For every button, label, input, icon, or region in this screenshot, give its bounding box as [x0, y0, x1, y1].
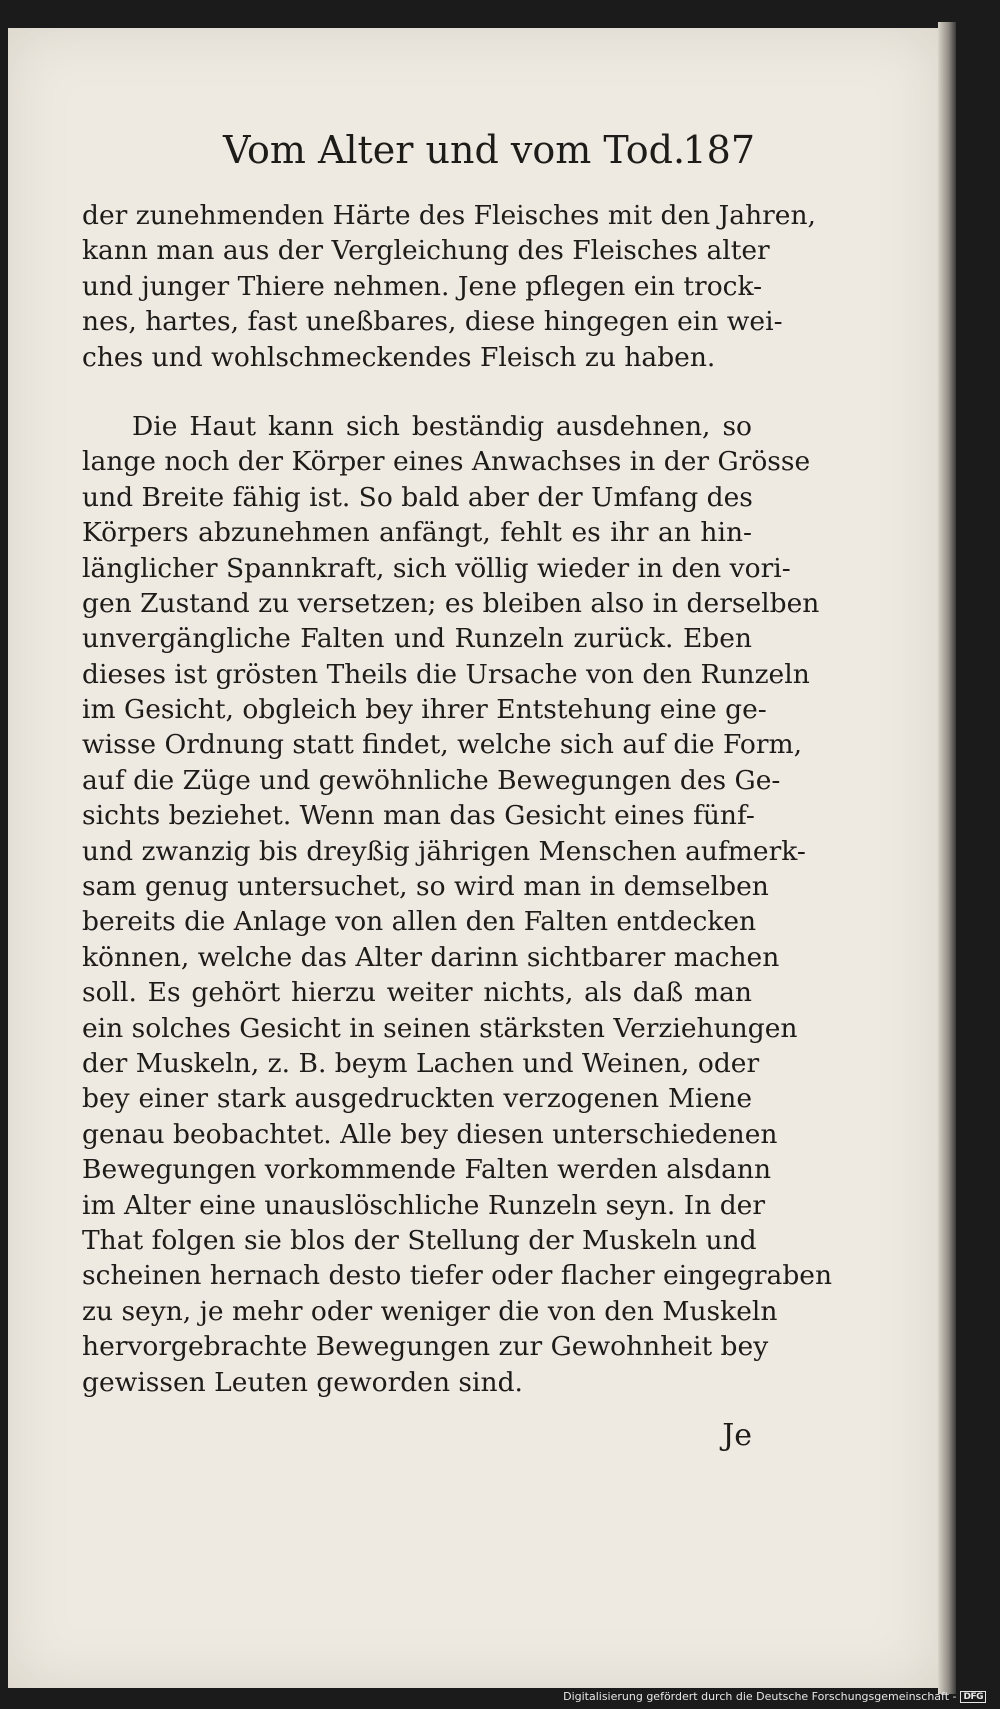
text-line: gewissen Leuten geworden sind. — [82, 1366, 523, 1398]
text-line: soll. Es gehört hierzu weiter nichts, als daß man — [82, 977, 752, 1009]
text-line: Die Haut kann sich beständig ausdehnen, so — [132, 410, 752, 442]
text-line: und zwanzig bis dreyßig jährigen Menschen aufmerk- — [82, 835, 806, 867]
body-text — [82, 198, 833, 1400]
text-line: wisse Ordnung statt findet, welche sich auf die Form, — [82, 729, 803, 761]
text-line: bey einer stark ausgedruckten verzogenen Miene — [82, 1083, 752, 1115]
text-line: dieses ist grösten Theils die Ursache von den Runzeln — [82, 658, 810, 690]
text-line: im Gesicht, obgleich bey ihrer Entstehung eine ge- — [82, 694, 767, 726]
text-line: zu seyn, je mehr oder weniger die von den Muskeln — [82, 1295, 778, 1327]
dfg-logo: DFG — [960, 1691, 986, 1703]
paragraph-gap — [82, 375, 752, 409]
text-line: länglicher Spannkraft, sich völlig wieder in den vori- — [82, 552, 791, 584]
page-header — [215, 128, 755, 184]
text-line: lange noch der Körper eines Anwachses in der Grösse — [82, 446, 811, 478]
text-line: scheinen hernach desto tiefer oder flacher eingegraben — [82, 1260, 833, 1292]
text-line: That folgen sie blos der Stellung der Muskeln und — [82, 1224, 757, 1256]
book-spine-edge — [938, 22, 956, 1694]
text-line: der Muskeln, z. B. beym Lachen und Weinen, oder — [82, 1047, 760, 1079]
credit-text: Digitalisierung gefördert durch die Deutsche Forschungsgemeinschaft - — [563, 1690, 957, 1703]
text-line: und Breite fähig ist. So bald aber der Umfang des — [82, 481, 753, 513]
running-title: Vom Alter und vom Tod. — [223, 128, 686, 172]
text-line: Bewegungen vorkommende Falten werden alsdann — [82, 1154, 772, 1186]
text-line: sichts beziehet. Wenn man das Gesicht eines fünf- — [82, 800, 755, 832]
text-line: gen Zustand zu versetzen; es bleiben also in derselben — [82, 587, 820, 619]
text-line: sam genug untersuchet, so wird man in demselben — [82, 871, 769, 903]
text-line: hervorgebrachte Bewegungen zur Gewohnheit bey — [82, 1331, 769, 1363]
paragraph-1 — [82, 198, 816, 375]
text-line: kann man aus der Vergleichung des Fleisches alter — [82, 235, 770, 267]
catchword: Je — [722, 1418, 752, 1453]
text-line: genau beobachtet. Alle bey diesen unterschiedenen — [82, 1118, 778, 1150]
paragraph-2 — [82, 409, 833, 1400]
text-line: ches und wohlschmeckendes Fleisch zu haben. — [82, 341, 716, 373]
text-line: unvergängliche Falten und Runzeln zurück. Eben — [82, 623, 752, 655]
text-line: bereits die Anlage von allen den Falten entdecken — [82, 906, 757, 938]
text-line: und junger Thiere nehmen. Jene pflegen ein trock- — [82, 270, 763, 302]
text-line: der zunehmenden Härte des Fleisches mit den Jahren, — [82, 200, 816, 231]
text-line: können, welche das Alter darinn sichtbarer machen — [82, 941, 780, 973]
text-line: nes, hartes, fast uneßbares, diese hingegen ein wei- — [82, 306, 783, 338]
digitization-credit — [563, 1690, 986, 1703]
text-line: Körpers abzunehmen anfängt, fehlt es ihr an hin- — [82, 517, 752, 549]
text-line: im Alter eine unauslöschliche Runzeln seyn. In der — [82, 1189, 766, 1221]
page-number: 187 — [682, 128, 755, 172]
text-line: auf die Züge und gewöhnliche Bewegungen des Ge- — [82, 764, 781, 796]
text-line: ein solches Gesicht in seinen stärksten Verziehungen — [82, 1012, 798, 1044]
